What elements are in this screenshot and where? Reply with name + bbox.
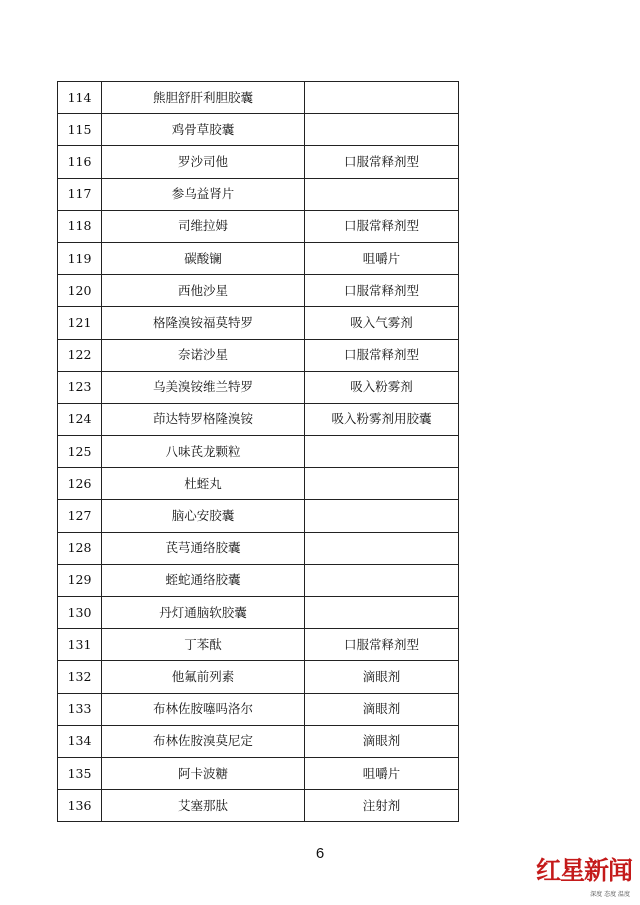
page-number: 6 (315, 845, 325, 862)
table-row (58, 82, 459, 114)
row-number-cell: 116 (58, 146, 102, 178)
row-number-cell: 119 (58, 242, 102, 274)
table-row (58, 725, 459, 757)
dosage-form-cell (305, 468, 459, 500)
dosage-form-cell: 咀嚼片 (305, 757, 459, 789)
row-number-cell: 127 (58, 500, 102, 532)
table-row (58, 500, 459, 532)
row-number-cell: 130 (58, 597, 102, 629)
drug-name-cell: 杜蛭丸 (102, 468, 305, 500)
dosage-form-cell (305, 436, 459, 468)
drug-name-cell: 艾塞那肽 (102, 790, 305, 822)
drug-name-cell: 丹灯通脑软胶囊 (102, 597, 305, 629)
dosage-form-cell (305, 178, 459, 210)
row-number-cell: 133 (58, 693, 102, 725)
drug-name-cell: 他氟前列素 (102, 661, 305, 693)
table-body (58, 82, 459, 822)
dosage-form-cell: 口服常释剂型 (305, 339, 459, 371)
drug-name-cell: 司维拉姆 (102, 210, 305, 242)
dosage-form-cell: 滴眼剂 (305, 725, 459, 757)
dosage-form-cell (305, 114, 459, 146)
row-number-cell: 117 (58, 178, 102, 210)
dosage-form-cell: 吸入气雾剂 (305, 307, 459, 339)
table-row (58, 436, 459, 468)
table-row (58, 790, 459, 822)
table-row (58, 210, 459, 242)
drug-name-cell: 参乌益肾片 (102, 178, 305, 210)
drug-name-cell: 阿卡波糖 (102, 757, 305, 789)
row-number-cell: 134 (58, 725, 102, 757)
dosage-form-cell: 吸入粉雾剂 (305, 371, 459, 403)
drug-name-cell: 鸡骨草胶囊 (102, 114, 305, 146)
table-row (58, 468, 459, 500)
table-row (58, 178, 459, 210)
table-row (58, 403, 459, 435)
table-row (58, 564, 459, 596)
row-number-cell: 125 (58, 436, 102, 468)
drug-name-cell: 布林佐胺溴莫尼定 (102, 725, 305, 757)
watermark-subtitle: 深度 态度 温度 (590, 891, 630, 898)
dosage-form-cell: 注射剂 (305, 790, 459, 822)
row-number-cell: 128 (58, 532, 102, 564)
drug-name-cell: 罗沙司他 (102, 146, 305, 178)
table-row (58, 146, 459, 178)
dosage-form-cell (305, 597, 459, 629)
dosage-form-cell: 吸入粉雾剂用胶囊 (305, 403, 459, 435)
drug-name-cell: 格隆溴铵福莫特罗 (102, 307, 305, 339)
drug-name-cell: 布林佐胺噻吗洛尔 (102, 693, 305, 725)
table-row (58, 242, 459, 274)
drug-name-cell: 蛭蛇通络胶囊 (102, 564, 305, 596)
dosage-form-cell: 滴眼剂 (305, 661, 459, 693)
drug-name-cell: 碳酸镧 (102, 242, 305, 274)
dosage-form-cell: 口服常释剂型 (305, 629, 459, 661)
watermark-logo (536, 856, 632, 898)
dosage-form-cell: 口服常释剂型 (305, 210, 459, 242)
dosage-form-cell: 滴眼剂 (305, 693, 459, 725)
table-row (58, 371, 459, 403)
drug-name-cell: 西他沙星 (102, 275, 305, 307)
row-number-cell: 132 (58, 661, 102, 693)
row-number-cell: 123 (58, 371, 102, 403)
table-row (58, 275, 459, 307)
dosage-form-cell: 咀嚼片 (305, 242, 459, 274)
table-row (58, 597, 459, 629)
drug-list-table (57, 81, 459, 822)
table-row (58, 532, 459, 564)
drug-name-cell: 八味芪龙颗粒 (102, 436, 305, 468)
table-row (58, 339, 459, 371)
table-row (58, 661, 459, 693)
row-number-cell: 129 (58, 564, 102, 596)
table-row (58, 307, 459, 339)
drug-name-cell: 茚达特罗格隆溴铵 (102, 403, 305, 435)
row-number-cell: 135 (58, 757, 102, 789)
table-row (58, 693, 459, 725)
table-row (58, 629, 459, 661)
row-number-cell: 114 (58, 82, 102, 114)
row-number-cell: 131 (58, 629, 102, 661)
drug-name-cell: 乌美溴铵维兰特罗 (102, 371, 305, 403)
row-number-cell: 120 (58, 275, 102, 307)
drug-name-cell: 芪芎通络胶囊 (102, 532, 305, 564)
dosage-form-cell: 口服常释剂型 (305, 275, 459, 307)
drug-name-cell: 脑心安胶囊 (102, 500, 305, 532)
row-number-cell: 124 (58, 403, 102, 435)
dosage-form-cell: 口服常释剂型 (305, 146, 459, 178)
table-row (58, 114, 459, 146)
row-number-cell: 121 (58, 307, 102, 339)
dosage-form-cell (305, 500, 459, 532)
drug-name-cell: 奈诺沙星 (102, 339, 305, 371)
drug-name-cell: 熊胆舒肝利胆胶囊 (102, 82, 305, 114)
table-row (58, 757, 459, 789)
watermark-logo-text: 红星新闻 (535, 856, 632, 885)
row-number-cell: 122 (58, 339, 102, 371)
dosage-form-cell (305, 532, 459, 564)
row-number-cell: 115 (58, 114, 102, 146)
dosage-form-cell (305, 82, 459, 114)
row-number-cell: 118 (58, 210, 102, 242)
row-number-cell: 136 (58, 790, 102, 822)
row-number-cell: 126 (58, 468, 102, 500)
dosage-form-cell (305, 564, 459, 596)
drug-name-cell: 丁苯酞 (102, 629, 305, 661)
